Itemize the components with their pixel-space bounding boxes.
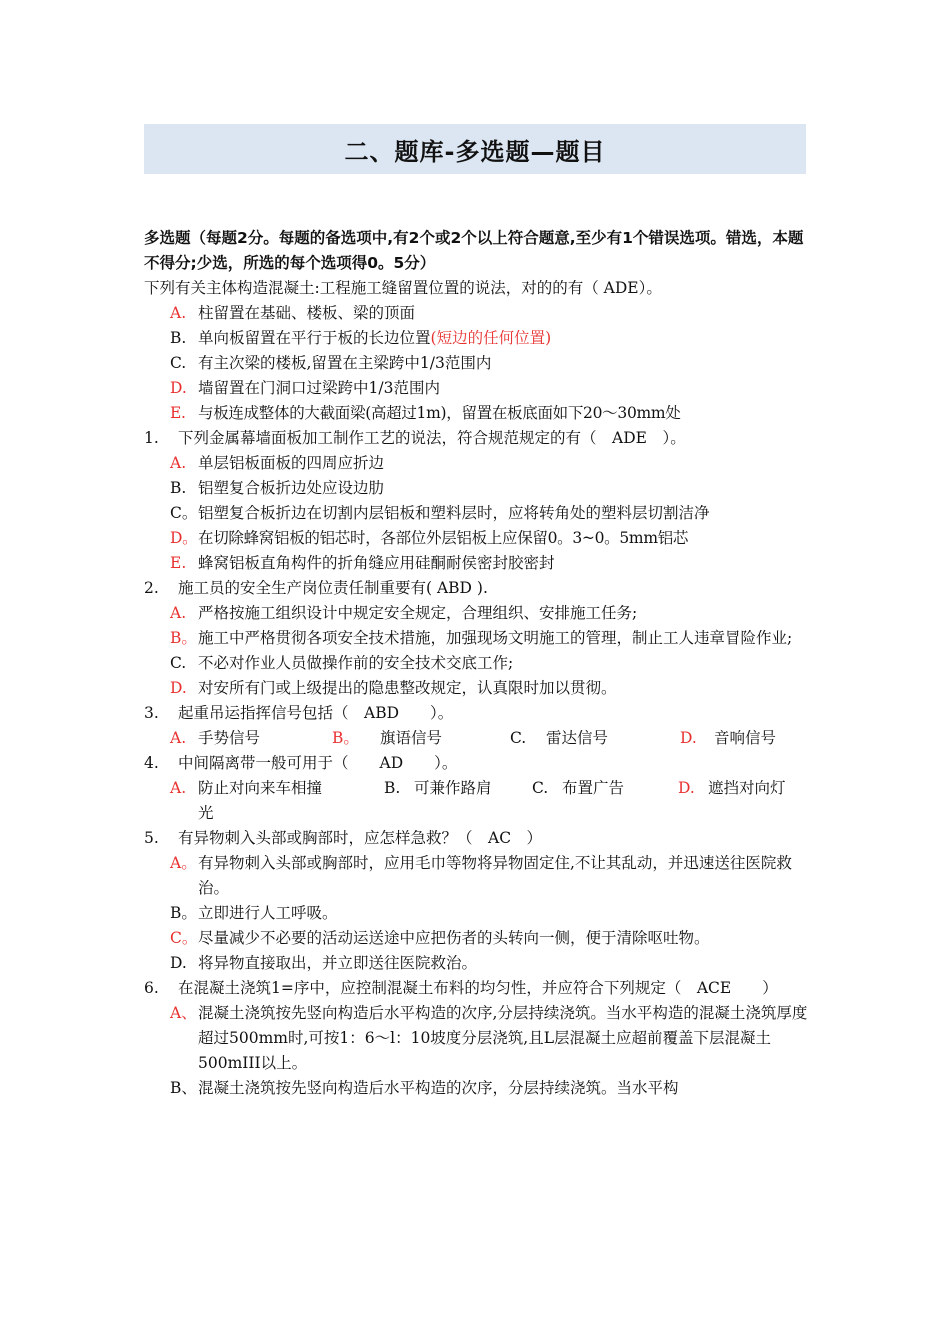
option-key: D.: [678, 779, 695, 797]
option-b: [144, 476, 810, 501]
options-row: [144, 726, 810, 751]
option-key: B.: [384, 779, 401, 797]
option-c-text: 布置广告: [562, 779, 625, 797]
option-text: 单向板留置在平行于板的长边位置: [198, 329, 431, 347]
question-text: 有异物刺入头部或胸部时，应怎样急救？（ AC ）: [178, 829, 543, 847]
option-key: A.: [170, 604, 187, 622]
option-c-text: 雷达信号: [546, 729, 609, 747]
option-a: [144, 301, 810, 326]
option-text: 有异物刺入头部或胸部时，应用毛巾等物将异物固定住,不让其乱动，并迅速送往医院救治。: [198, 854, 792, 897]
option-d-text: 音响信号: [714, 729, 777, 747]
question-number: 2.: [144, 579, 159, 597]
question-text: 在混凝土浇筑1=序中，应控制混凝土布料的均匀性，并应符合下列规定（ ACE ）: [178, 979, 778, 997]
question-number: 1.: [144, 429, 159, 447]
option-c: [144, 651, 810, 676]
option-key: B。: [332, 729, 359, 747]
title-banner: [144, 124, 806, 174]
question-0: [144, 276, 810, 301]
option-d: [144, 676, 810, 701]
option-key: D.: [680, 729, 697, 747]
question-4: [144, 751, 810, 776]
option-text: 将异物直接取出，并立即送往医院救治。: [198, 954, 478, 972]
option-text: 墙留置在门洞口过梁跨中1/3范围内: [198, 379, 440, 397]
option-b: [144, 626, 810, 651]
option-a: [144, 451, 810, 476]
option-key: C.: [170, 654, 187, 672]
option-a: [144, 601, 810, 626]
question-5: [144, 826, 810, 851]
option-text: 施工中严格贯彻各项安全技术措施，加强现场文明施工的管理，制止工人违章冒险作业;: [198, 629, 793, 647]
option-text: 蜂窝铝板直角构件的折角缝应用硅酮耐侯密封胶密封: [198, 554, 555, 572]
option-c: [144, 501, 810, 526]
option-d-continued: [144, 801, 810, 826]
option-key: B、: [170, 1079, 197, 1097]
option-key: A.: [170, 779, 187, 797]
option-key: A、: [170, 1004, 197, 1022]
option-key: A。: [170, 854, 197, 872]
option-key: A.: [170, 304, 187, 322]
option-text: 有主次梁的楼板,留置在主梁跨中1/3范围内: [198, 354, 492, 372]
option-key: E.: [170, 554, 187, 572]
option-text: 严格按施工组织设计中规定安全规定，合理组织、安排施工任务;: [198, 604, 638, 622]
question-number: 5.: [144, 829, 159, 847]
option-e: [144, 401, 810, 426]
question-text: 中间隔离带一般可用于（ AD ）。: [178, 754, 458, 772]
option-key: A.: [170, 454, 187, 472]
option-a: [144, 851, 810, 901]
option-key: C.: [170, 354, 187, 372]
option-text: 对安所有门或上级提出的隐患整改规定，认真限时加以贯彻。: [198, 679, 617, 697]
option-c: [144, 926, 810, 951]
question-number: 6.: [144, 979, 159, 997]
option-d: [144, 526, 810, 551]
section-intro: 多选题（每题2分。每题的备选项中,有2个或2个以上符合题意,至少有1个错误选项。错选，本题不得分;少选，所选的每个选项得0。5分）: [144, 229, 804, 272]
option-key: B.: [170, 479, 187, 497]
question-number: 3.: [144, 704, 159, 722]
option-b: [144, 901, 810, 926]
option-text: 与板连成整体的大截面梁(高超过1m)，留置在板底面如下20～30mm处: [198, 404, 681, 422]
question-text: 下列有关主体构造混凝土:工程施工缝留置位置的说法，对的的有（ ADE）。: [144, 279, 662, 297]
option-b: [144, 1076, 810, 1101]
option-key: D。: [170, 529, 198, 547]
option-c: [144, 351, 810, 376]
option-text: 铝塑复合板折边在切割内层铝板和塑料层时，应将转角处的塑料层切割洁净: [198, 504, 710, 522]
option-key: E.: [170, 404, 186, 422]
option-text: 单层铝板面板的四周应折边: [198, 454, 385, 472]
option-text: 尽量减少不必要的活动运送途中应把伤者的头转向一侧，便于清除呕吐物。: [198, 929, 710, 947]
options-row: [144, 776, 810, 801]
question-2: [144, 576, 810, 601]
option-key: C.: [510, 729, 527, 747]
option-d: [144, 376, 810, 401]
option-key: B。: [170, 904, 197, 922]
option-key: C.: [532, 779, 549, 797]
option-text: 立即进行人工呼吸。: [198, 904, 338, 922]
page-title: 二、题库-多选题—题目: [344, 137, 606, 166]
option-key: B.: [170, 329, 187, 347]
option-text: 柱留置在基础、楼板、梁的顶面: [198, 304, 416, 322]
option-text: 混凝土浇筑按先竖向构造后水平构造的次序,分层持续浇筑。当水平构造的混凝土浇筑厚度超过500mm时,可按1：6～l：10坡度分层浇筑,且L层混凝土应超前覆盖下层混凝土500mIII以上。: [198, 1004, 808, 1072]
question-number: 4.: [144, 754, 159, 772]
option-b: [144, 326, 810, 351]
option-a-text: 手势信号: [198, 729, 261, 747]
option-key: C。: [170, 929, 198, 947]
option-d: [144, 951, 810, 976]
option-d-text: 遮挡对向灯: [708, 779, 786, 797]
option-text: 在切除蜂窝铝板的铝芯时，各部位外层铝板上应保留0。3~0。5mm铝芯: [198, 529, 689, 547]
option-a: [144, 1001, 810, 1076]
option-text: 不必对作业人员做操作前的安全技术交底工作;: [198, 654, 514, 672]
question-6: [144, 976, 810, 1001]
question-1: [144, 426, 810, 451]
option-e: [144, 551, 810, 576]
option-key: A.: [170, 729, 187, 747]
option-key: D.: [170, 954, 187, 972]
option-text: 光: [198, 804, 214, 822]
option-b-text: 可兼作路肩: [414, 779, 492, 797]
option-note: (短边的任何位置): [430, 329, 552, 347]
option-key: D.: [170, 379, 187, 397]
option-key: B。: [170, 629, 197, 647]
option-key: D.: [170, 679, 187, 697]
option-text: 混凝土浇筑按先竖向构造后水平构造的次序，分层持续浇筑。当水平构: [198, 1079, 679, 1097]
option-text: 铝塑复合板折边处应设边肋: [198, 479, 385, 497]
question-text: 施工员的安全生产岗位责任制重要有( ABD ).: [178, 579, 488, 597]
option-key: C。: [170, 504, 198, 522]
option-b-text: 旗语信号: [380, 729, 443, 747]
document-body: [144, 226, 810, 1101]
question-3: [144, 701, 810, 726]
question-text: 起重吊运指挥信号包括（ ABD ）。: [178, 704, 454, 722]
question-text: 下列金属幕墙面板加工制作工艺的说法，符合规范规定的有（ ADE ）。: [178, 429, 686, 447]
option-a-text: 防止对向来车相撞: [198, 779, 323, 797]
